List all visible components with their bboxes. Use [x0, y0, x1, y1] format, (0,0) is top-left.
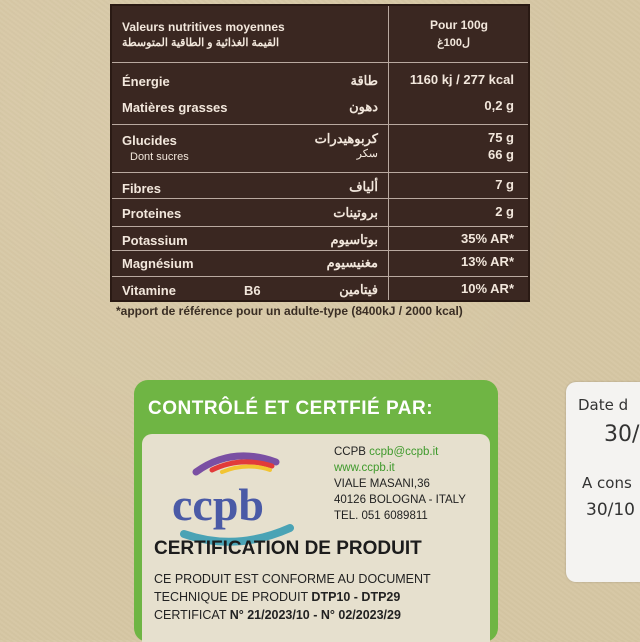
row-value: 0,2 g	[484, 98, 514, 113]
table-row-potassium	[112, 226, 528, 250]
ccpb-logo	[166, 442, 298, 552]
row-label-ar: دهون	[349, 99, 378, 114]
row-label-extra: B6	[244, 283, 261, 298]
certification-inner-panel	[142, 434, 490, 642]
ccpb-org: CCPB	[334, 446, 366, 458]
row-sub-label-fr: Dont sucres	[130, 151, 189, 163]
table-row-vitamin	[112, 276, 528, 300]
row-label-ar: بوتاسيوم	[330, 232, 378, 247]
date-line-3: A cons	[582, 474, 632, 492]
table-row-magnesium	[112, 250, 528, 274]
row-value: 1160 kj / 277 kcal	[409, 72, 514, 87]
product-certification-title: CERTIFICATION DE PRODUIT	[154, 538, 422, 559]
row-label-ar: طاقة	[350, 73, 378, 88]
row-sub-label-ar: سكر	[356, 148, 378, 160]
ccpb-address-2: 40126 BOLOGNA - ITALY	[334, 494, 466, 506]
ccpb-org-line	[334, 446, 438, 458]
certification-line-2	[154, 590, 400, 604]
row-sub-value: 66 g	[487, 147, 514, 162]
logo-text: ccpb	[172, 479, 264, 530]
row-label-ar: كربوهيدرات	[314, 131, 378, 146]
nutrition-table	[110, 4, 530, 302]
certification-line-3	[154, 608, 401, 622]
row-label-fr: Potassium	[122, 233, 188, 248]
certificate-numbers: N° 21/2023/10 - N° 02/2023/29	[229, 608, 401, 622]
row-label-ar: مغنيسيوم	[326, 255, 378, 270]
table-row-carbs	[112, 124, 528, 174]
row-label-ar: بروتينات	[333, 205, 378, 220]
table-row-fibres	[112, 172, 528, 200]
per-100g-label: Pour 100g	[429, 18, 488, 32]
row-value: 35% AR*	[461, 231, 514, 246]
date-line-2: 30/	[604, 422, 640, 447]
table-row-fat	[112, 90, 528, 122]
ccpb-email: ccpb@ccpb.it	[369, 446, 439, 458]
certification-line-1: CE PRODUIT EST CONFORME AU DOCUMENT	[154, 572, 431, 586]
row-value: 75 g	[487, 130, 514, 145]
table-row-proteins	[112, 198, 528, 226]
reference-footnote: *apport de référence pour un adulte-type (8400kJ / 2000 kcal)	[116, 304, 463, 318]
row-value: 2 g	[495, 204, 514, 219]
dtp-codes: DTP10 - DTP29	[311, 590, 401, 604]
per-100g-label-ar: ل100غ	[437, 37, 470, 49]
ccpb-web: www.ccpb.it	[334, 462, 395, 474]
row-value: 13% AR*	[461, 254, 514, 269]
date-label	[566, 382, 640, 582]
row-label-fr: Fibres	[122, 181, 162, 196]
nutrition-header-fr: Valeurs nutritives moyennes	[122, 20, 285, 34]
row-label-ar: فيتامين	[339, 282, 378, 297]
ccpb-tel: TEL. 051 6089811	[334, 510, 428, 522]
row-label-fr: Proteines	[122, 206, 182, 221]
date-line-1: Date d	[578, 396, 629, 414]
row-label-fr: Matières grasses	[122, 100, 228, 115]
line-3-prefix: CERTIFICAT	[154, 608, 230, 622]
row-value: 7 g	[495, 177, 514, 192]
row-label-fr: Vitamine	[122, 283, 176, 298]
certification-box	[134, 380, 498, 642]
nutrition-header-ar: القيمة الغذائية و الطاقية المتوسطة	[122, 37, 280, 49]
line-2-prefix: TECHNIQUE DE PRODUIT	[154, 590, 312, 604]
ccpb-address-1: VIALE MASANI,36	[334, 478, 430, 490]
row-value: 10% AR*	[461, 281, 514, 296]
row-label-fr: Magnésium	[122, 256, 194, 271]
certification-title: CONTRÔLÉ ET CERTFIÉ PAR:	[148, 398, 434, 419]
row-label-ar: ألياف	[349, 179, 378, 194]
date-line-4: 30/10	[586, 500, 635, 520]
row-label-fr: Énergie	[122, 74, 170, 89]
row-label-fr: Glucides	[122, 133, 177, 148]
